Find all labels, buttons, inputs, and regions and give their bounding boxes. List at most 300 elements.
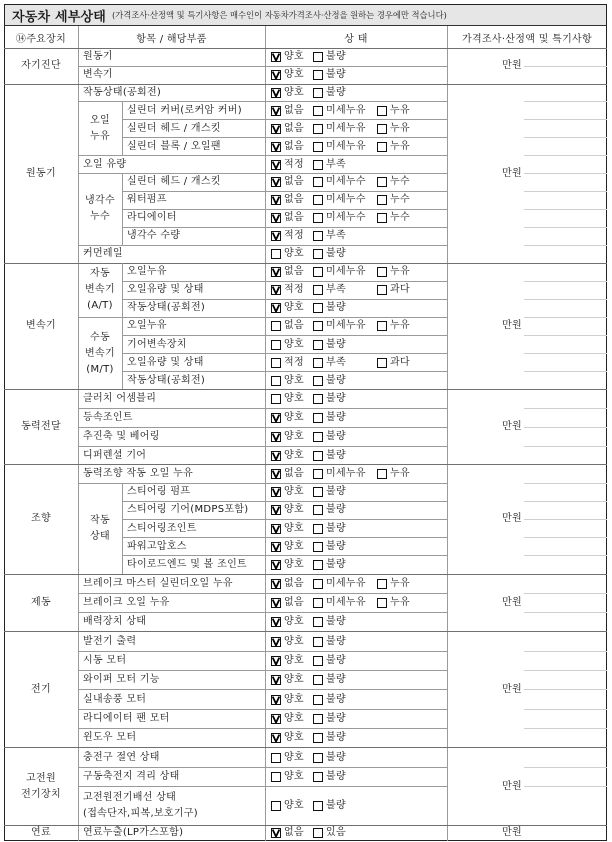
item-label: 라디에이터 xyxy=(127,212,177,224)
status-checkbox[interactable] xyxy=(313,637,323,647)
option-label: 불량 xyxy=(326,654,346,666)
status-checkbox[interactable] xyxy=(377,267,387,277)
check-mark-icon xyxy=(272,232,280,240)
option-label: 누유 xyxy=(390,104,410,116)
group-label: 수동 변속기 (M/T) xyxy=(85,331,115,375)
note-row-divider xyxy=(524,66,607,67)
check-mark-icon xyxy=(272,488,280,496)
check-mark-icon xyxy=(272,506,280,514)
status-checkbox[interactable] xyxy=(271,70,281,80)
header-price-notes: 가격조사·산정액 및 특기사항 xyxy=(462,33,592,45)
status-checkbox[interactable] xyxy=(313,560,323,570)
status-checkbox[interactable] xyxy=(271,321,281,331)
status-checkbox[interactable] xyxy=(271,88,281,98)
check-mark-icon xyxy=(272,53,280,61)
status-checkbox[interactable] xyxy=(377,142,387,152)
note-row-divider xyxy=(524,408,607,409)
option-label: 없음 xyxy=(284,104,304,116)
status-checkbox[interactable] xyxy=(271,675,281,685)
option-label: 누수 xyxy=(390,212,410,224)
status-checkbox[interactable] xyxy=(271,249,281,259)
item-label: 발전기 출력 xyxy=(83,635,137,647)
option-label: 불량 xyxy=(326,338,346,350)
status-checkbox[interactable] xyxy=(313,714,323,724)
check-mark-stroke xyxy=(273,716,280,723)
check-mark-stroke xyxy=(273,287,280,294)
option-label: 없음 xyxy=(284,122,304,134)
status-checkbox[interactable] xyxy=(377,124,387,134)
status-checkbox[interactable] xyxy=(313,542,323,552)
status-checkbox[interactable] xyxy=(313,828,323,838)
status-checkbox[interactable] xyxy=(313,52,323,62)
status-checkbox[interactable] xyxy=(271,394,281,404)
price-unit: 만원 xyxy=(502,513,522,525)
status-checkbox[interactable] xyxy=(271,432,281,442)
status-checkbox[interactable] xyxy=(313,303,323,313)
status-checkbox[interactable] xyxy=(313,213,323,223)
status-checkbox[interactable] xyxy=(271,142,281,152)
status-checkbox[interactable] xyxy=(313,753,323,763)
check-mark-stroke xyxy=(273,562,280,569)
status-checkbox[interactable] xyxy=(271,106,281,116)
item-label: 시동 모터 xyxy=(83,654,127,666)
status-checkbox[interactable] xyxy=(271,195,281,205)
option-label: 누유 xyxy=(390,122,410,134)
check-mark-icon xyxy=(272,214,280,222)
check-mark-icon xyxy=(272,89,280,97)
item-label: 실린더 커버(로커암 커버) xyxy=(127,104,242,116)
status-checkbox[interactable] xyxy=(313,487,323,497)
status-checkbox[interactable] xyxy=(313,142,323,152)
check-mark-stroke xyxy=(273,107,280,114)
status-checkbox[interactable] xyxy=(377,195,387,205)
option-label: 누유 xyxy=(390,596,410,608)
status-checkbox[interactable] xyxy=(271,358,281,368)
check-mark-stroke xyxy=(273,600,280,607)
option-label: 누유 xyxy=(390,320,410,332)
option-label: 없음 xyxy=(284,577,304,589)
item-label: 와이퍼 모터 기능 xyxy=(83,674,160,686)
status-checkbox[interactable] xyxy=(271,695,281,705)
status-checkbox[interactable] xyxy=(313,249,323,259)
check-mark-icon xyxy=(272,561,280,569)
item-label: 작동상태(공회전) xyxy=(83,86,162,98)
status-checkbox[interactable] xyxy=(313,579,323,589)
status-checkbox[interactable] xyxy=(271,52,281,62)
item-label: 오일누유 xyxy=(127,320,167,332)
status-checkbox[interactable] xyxy=(313,733,323,743)
option-label: 미세누수 xyxy=(326,194,366,206)
option-label: 불량 xyxy=(326,51,346,62)
status-checkbox[interactable] xyxy=(313,358,323,368)
item-label: 윈도우 모터 xyxy=(83,732,137,744)
note-row-divider xyxy=(524,209,607,210)
item-label: 스티어링 펌프 xyxy=(127,486,191,498)
item-label: 브레이크 마스터 실린더오일 누유 xyxy=(83,577,233,589)
option-label: 불량 xyxy=(326,751,346,763)
check-mark-stroke xyxy=(273,677,280,684)
status-checkbox[interactable] xyxy=(313,524,323,534)
option-label: 부족 xyxy=(326,230,346,242)
status-checkbox[interactable] xyxy=(271,560,281,570)
item-label: 오일 유량 xyxy=(83,158,127,170)
option-label: 미세누유 xyxy=(326,577,366,589)
check-mark-stroke xyxy=(273,735,280,742)
price-unit: 만원 xyxy=(502,167,522,179)
check-mark-icon xyxy=(272,638,280,646)
option-label: 양호 xyxy=(284,504,304,516)
status-checkbox[interactable] xyxy=(313,70,323,80)
section-label: 동력전달 xyxy=(21,421,61,433)
note-row-divider xyxy=(524,353,607,354)
check-mark-stroke xyxy=(273,489,280,496)
check-mark-icon xyxy=(272,304,280,312)
note-row-divider xyxy=(524,137,607,138)
option-label: 불량 xyxy=(326,771,346,783)
status-checkbox[interactable] xyxy=(313,88,323,98)
status-checkbox[interactable] xyxy=(313,675,323,685)
note-row-divider xyxy=(524,670,607,671)
option-label: 양호 xyxy=(284,302,304,314)
status-checkbox[interactable] xyxy=(271,828,281,838)
option-label: 없음 xyxy=(284,176,304,188)
status-checkbox[interactable] xyxy=(313,106,323,116)
item-label: 연료누출(LP가스포함) xyxy=(83,827,184,839)
check-mark-icon xyxy=(272,161,280,169)
note-row-divider xyxy=(524,689,607,690)
option-label: 미세누수 xyxy=(326,212,366,224)
option-label: 양호 xyxy=(284,712,304,724)
check-mark-stroke xyxy=(273,638,280,645)
item-label: 클러치 어셈블리 xyxy=(83,393,157,405)
status-checkbox[interactable] xyxy=(313,376,323,386)
note-row-divider xyxy=(524,593,607,594)
option-label: 불량 xyxy=(326,558,346,570)
status-checkbox[interactable] xyxy=(377,358,387,368)
status-checkbox[interactable] xyxy=(313,413,323,423)
option-label: 누유 xyxy=(390,468,410,480)
option-label: 불량 xyxy=(326,374,346,386)
option-label: 양호 xyxy=(284,674,304,686)
status-checkbox[interactable] xyxy=(271,753,281,763)
status-checkbox[interactable] xyxy=(313,695,323,705)
option-label: 불량 xyxy=(326,800,346,812)
status-checkbox[interactable] xyxy=(313,160,323,170)
check-mark-stroke xyxy=(273,543,280,550)
option-label: 불량 xyxy=(326,302,346,314)
option-label: 양호 xyxy=(284,412,304,424)
option-label: 없음 xyxy=(284,194,304,206)
column-divider xyxy=(265,26,266,841)
option-label: 불량 xyxy=(326,616,346,628)
status-checkbox[interactable] xyxy=(271,579,281,589)
form-title-note: (가격조사·산정액 및 특기사항은 매수인이 자동차가격조사·산정을 원하는 경우에만 적습니다) xyxy=(112,10,447,20)
status-checkbox[interactable] xyxy=(313,772,323,782)
status-checkbox[interactable] xyxy=(271,469,281,479)
option-label: 양호 xyxy=(284,86,304,98)
status-checkbox[interactable] xyxy=(271,267,281,277)
note-row-divider xyxy=(524,709,607,710)
item-label: 실린더 블록 / 오일팬 xyxy=(127,140,221,152)
status-checkbox[interactable] xyxy=(271,524,281,534)
check-mark-icon xyxy=(272,143,280,151)
option-label: 양호 xyxy=(284,540,304,552)
item-label: 스티어링조인트 xyxy=(127,522,197,534)
status-checkbox[interactable] xyxy=(313,801,323,811)
check-mark-stroke xyxy=(273,452,280,459)
status-checkbox[interactable] xyxy=(377,598,387,608)
option-label: 양호 xyxy=(284,616,304,628)
item-label: 오일유량 및 상태 xyxy=(127,284,204,296)
note-row-divider xyxy=(524,728,607,729)
status-checkbox[interactable] xyxy=(271,213,281,223)
option-label: 양호 xyxy=(284,374,304,386)
status-checkbox[interactable] xyxy=(271,733,281,743)
status-checkbox[interactable] xyxy=(377,177,387,187)
section-label: 연료 xyxy=(31,827,51,839)
note-row-divider xyxy=(524,119,607,120)
check-mark-stroke xyxy=(273,580,280,587)
item-label: 실린더 헤드 / 개스킷 xyxy=(127,122,221,134)
check-mark-icon xyxy=(272,715,280,723)
option-label: 양호 xyxy=(284,486,304,498)
status-checkbox[interactable] xyxy=(313,124,323,134)
option-label: 없음 xyxy=(284,827,304,839)
status-checkbox[interactable] xyxy=(271,413,281,423)
option-label: 없음 xyxy=(284,468,304,480)
status-checkbox[interactable] xyxy=(313,340,323,350)
price-unit: 만원 xyxy=(502,827,522,839)
status-checkbox[interactable] xyxy=(271,598,281,608)
note-row-divider xyxy=(524,501,607,502)
status-checkbox[interactable] xyxy=(271,285,281,295)
note-row-divider xyxy=(524,483,607,484)
status-checkbox[interactable] xyxy=(313,432,323,442)
check-mark-stroke xyxy=(273,72,280,79)
check-mark-stroke xyxy=(273,507,280,514)
check-mark-icon xyxy=(272,543,280,551)
status-checkbox[interactable] xyxy=(271,617,281,627)
group-label: 자동 변속기 (A/T) xyxy=(85,268,115,312)
check-mark-stroke xyxy=(273,658,280,665)
option-label: 불량 xyxy=(326,522,346,534)
item-label: 구동축전지 격리 상태 xyxy=(83,771,180,783)
note-row-divider xyxy=(524,335,607,336)
option-label: 양호 xyxy=(284,449,304,461)
check-mark-stroke xyxy=(273,54,280,61)
option-label: 없음 xyxy=(284,266,304,278)
option-label: 누유 xyxy=(390,266,410,278)
status-checkbox[interactable] xyxy=(313,451,323,461)
status-checkbox[interactable] xyxy=(377,285,387,295)
status-checkbox[interactable] xyxy=(271,542,281,552)
option-label: 없음 xyxy=(284,212,304,224)
item-label: 오일유량 및 상태 xyxy=(127,356,204,368)
status-checkbox[interactable] xyxy=(313,267,323,277)
check-mark-icon xyxy=(272,829,280,837)
status-checkbox[interactable] xyxy=(313,285,323,295)
status-checkbox[interactable] xyxy=(377,579,387,589)
option-label: 미세누유 xyxy=(326,320,366,332)
status-checkbox[interactable] xyxy=(271,801,281,811)
check-mark-icon xyxy=(272,676,280,684)
option-label: 미세누유 xyxy=(326,596,366,608)
note-row-divider xyxy=(524,227,607,228)
check-mark-icon xyxy=(272,657,280,665)
note-row-divider xyxy=(524,245,607,246)
section-label: 원동기 xyxy=(26,167,56,179)
check-mark-stroke xyxy=(273,415,280,422)
header-item: 항목 / 해당부품 xyxy=(136,33,207,45)
item-label: 충전구 절연 상태 xyxy=(83,751,160,763)
item-label: 배력장치 상태 xyxy=(83,616,147,628)
price-unit: 만원 xyxy=(502,320,522,332)
option-label: 미세누유 xyxy=(326,266,366,278)
option-label: 양호 xyxy=(284,430,304,442)
status-checkbox[interactable] xyxy=(377,321,387,331)
option-label: 미세누유 xyxy=(326,468,366,480)
status-checkbox[interactable] xyxy=(271,451,281,461)
status-checkbox[interactable] xyxy=(313,469,323,479)
note-row-divider xyxy=(524,191,607,192)
header-main-device: ⑭주요장치 xyxy=(15,33,67,45)
option-label: 부족 xyxy=(326,158,346,170)
status-checkbox[interactable] xyxy=(271,637,281,647)
check-mark-icon xyxy=(272,125,280,133)
status-checkbox[interactable] xyxy=(377,106,387,116)
option-label: 불량 xyxy=(326,248,346,260)
option-label: 양호 xyxy=(284,338,304,350)
note-row-divider xyxy=(524,155,607,156)
status-checkbox[interactable] xyxy=(313,231,323,241)
option-label: 누수 xyxy=(390,176,410,188)
note-row-divider xyxy=(524,519,607,520)
price-unit: 만원 xyxy=(502,421,522,433)
item-label: 원동기 xyxy=(83,51,113,62)
option-label: 미세누유 xyxy=(326,122,366,134)
status-checkbox[interactable] xyxy=(377,213,387,223)
price-unit: 만원 xyxy=(502,683,522,695)
status-checkbox[interactable] xyxy=(377,469,387,479)
section-label: 변속기 xyxy=(26,320,56,332)
status-checkbox[interactable] xyxy=(313,656,323,666)
group-label: 오일 누유 xyxy=(90,114,110,142)
note-row-divider xyxy=(524,317,607,318)
status-checkbox[interactable] xyxy=(271,656,281,666)
option-label: 불량 xyxy=(326,732,346,744)
check-mark-icon xyxy=(272,734,280,742)
note-row-divider xyxy=(524,651,607,652)
status-checkbox[interactable] xyxy=(313,617,323,627)
check-mark-icon xyxy=(272,599,280,607)
item-label: 파워고압호스 xyxy=(127,540,187,552)
note-row-divider xyxy=(524,446,607,447)
option-label: 불량 xyxy=(326,393,346,405)
item-label: 등속조인트 xyxy=(83,412,133,424)
item-label: 디퍼렌셜 기어 xyxy=(83,449,147,461)
status-checkbox[interactable] xyxy=(313,177,323,187)
option-label: 양호 xyxy=(284,51,304,62)
option-label: 양호 xyxy=(284,522,304,534)
check-mark-stroke xyxy=(273,471,280,478)
item-label: 변속기 xyxy=(83,69,113,80)
price-unit: 만원 xyxy=(502,780,522,792)
status-checkbox[interactable] xyxy=(271,231,281,241)
status-checkbox[interactable] xyxy=(271,772,281,782)
option-label: 양호 xyxy=(284,800,304,812)
option-label: 불량 xyxy=(326,635,346,647)
option-label: 양호 xyxy=(284,751,304,763)
status-checkbox[interactable] xyxy=(271,124,281,134)
status-checkbox[interactable] xyxy=(271,487,281,497)
status-checkbox[interactable] xyxy=(271,505,281,515)
price-unit: 만원 xyxy=(502,60,522,71)
item-label: 추진축 및 베어링 xyxy=(83,430,160,442)
status-checkbox[interactable] xyxy=(313,505,323,515)
item-label: 냉각수 수량 xyxy=(127,230,181,242)
check-mark-stroke xyxy=(273,269,280,276)
status-checkbox[interactable] xyxy=(271,303,281,313)
option-label: 없음 xyxy=(284,140,304,152)
item-label: 커먼레일 xyxy=(83,248,123,260)
status-checkbox[interactable] xyxy=(313,394,323,404)
option-label: 불량 xyxy=(326,412,346,424)
note-row-divider xyxy=(524,173,607,174)
check-mark-stroke xyxy=(273,179,280,186)
section-label: 조향 xyxy=(31,513,51,525)
status-checkbox[interactable] xyxy=(271,160,281,170)
status-checkbox[interactable] xyxy=(271,376,281,386)
option-label: 누수 xyxy=(390,194,410,206)
option-label: 적정 xyxy=(284,284,304,296)
option-label: 양호 xyxy=(284,248,304,260)
check-mark-icon xyxy=(272,470,280,478)
option-label: 없음 xyxy=(284,320,304,332)
note-row-divider xyxy=(524,101,607,102)
note-row-divider xyxy=(524,281,607,282)
section-label: 자기진단 xyxy=(21,60,61,71)
option-label: 불량 xyxy=(326,449,346,461)
check-mark-stroke xyxy=(273,830,280,837)
item-label: 고전원전기배선 상태 (접속단자,피복,보호기구) xyxy=(83,792,198,820)
option-label: 불량 xyxy=(326,486,346,498)
note-row-divider xyxy=(524,299,607,300)
check-mark-stroke xyxy=(273,143,280,150)
status-checkbox[interactable] xyxy=(271,177,281,187)
check-mark-stroke xyxy=(273,433,280,440)
check-mark-stroke xyxy=(273,215,280,222)
note-row-divider xyxy=(524,537,607,538)
status-checkbox[interactable] xyxy=(313,321,323,331)
option-label: 불량 xyxy=(326,712,346,724)
check-mark-icon xyxy=(272,178,280,186)
item-label: 동력조향 작동 오일 누유 xyxy=(83,468,194,480)
check-mark-stroke xyxy=(273,161,280,168)
status-checkbox[interactable] xyxy=(271,714,281,724)
check-mark-stroke xyxy=(273,525,280,532)
item-label: 스티어링 기어(MDPS포함) xyxy=(127,504,249,516)
option-label: 양호 xyxy=(284,693,304,705)
option-label: 미세누유 xyxy=(326,104,366,116)
item-label: 실린더 헤드 / 개스킷 xyxy=(127,176,221,188)
status-checkbox[interactable] xyxy=(271,340,281,350)
item-label: 작동상태(공회전) xyxy=(127,302,206,314)
status-checkbox[interactable] xyxy=(313,195,323,205)
status-checkbox[interactable] xyxy=(313,598,323,608)
option-label: 과다 xyxy=(390,356,410,368)
option-label: 불량 xyxy=(326,86,346,98)
check-mark-icon xyxy=(272,414,280,422)
